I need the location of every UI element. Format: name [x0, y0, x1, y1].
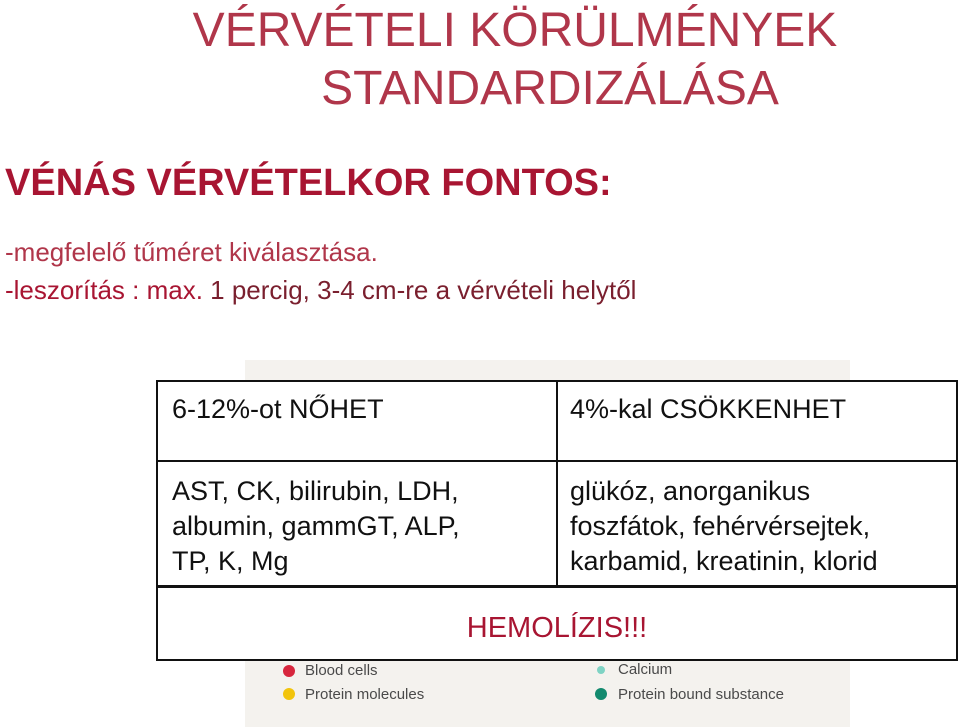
legend-dot-calcium: [597, 666, 605, 674]
decrease-header: 4%-kal CSÖKKENHET: [570, 394, 847, 424]
legend-dot-protein-molecules: [283, 688, 295, 700]
bullet-needle-size: -megfelelő tűméret kiválasztása.: [5, 237, 378, 267]
hemolysis-note: HEMOLÍZIS!!!: [466, 612, 648, 644]
legend-dot-blood-cells: [283, 665, 295, 677]
header-divider: [158, 460, 956, 462]
increase-list: [172, 474, 460, 579]
decrease-item: glükóz, anorganikus: [570, 476, 811, 506]
column-divider: [556, 382, 558, 587]
decrease-item: karbamid, kreatinin, klorid: [570, 546, 878, 576]
increase-header: 6-12%-ot NŐHET: [172, 394, 384, 424]
footer-divider: [158, 585, 956, 588]
legend-dot-protein-bound-substance: [595, 688, 607, 700]
bullet-tourniquet-text: 1 percig, 3-4 cm-re a vérvételi helytől: [202, 275, 637, 305]
legend-label-blood-cells: Blood cells: [305, 662, 378, 679]
increase-item: AST, CK, bilirubin, LDH,: [172, 476, 459, 506]
decrease-list: [570, 474, 878, 579]
legend-label-protein-molecules: Protein molecules: [305, 686, 425, 703]
legend-label-calcium: Calcium: [618, 661, 673, 678]
legend-label-protein-bound-substance: Protein bound substance: [618, 686, 784, 703]
slide-title-line-1: VÉRVÉTELI KÖRÜLMÉNYEK: [192, 4, 838, 57]
slide-title-line-2: STANDARDIZÁLÁSA: [321, 62, 779, 115]
section-heading: VÉNÁS VÉRVÉTELKOR FONTOS:: [5, 162, 612, 204]
increase-item: TP, K, Mg: [172, 546, 289, 576]
effects-table: [156, 380, 958, 661]
increase-item: albumin, gammGT, ALP,: [172, 511, 460, 541]
decrease-item: foszfátok, fehérvérsejtek,: [570, 511, 871, 541]
bullet-tourniquet: [5, 274, 636, 306]
bullet-tourniquet-lead: -leszorítás : max.: [5, 275, 203, 305]
